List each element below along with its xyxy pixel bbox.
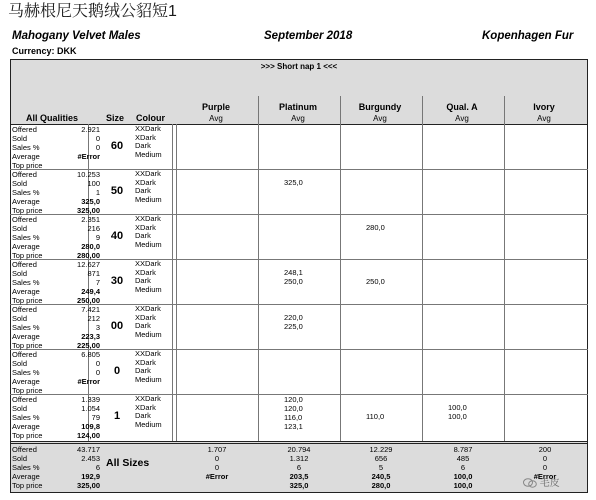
stat-line (12, 454, 100, 463)
totals-grade-value: 280,0 (371, 481, 391, 490)
colour-item: XDark (135, 177, 156, 187)
stat-label: Top price (12, 296, 43, 305)
column-divider (258, 96, 259, 124)
stat-line (12, 413, 100, 422)
stat-line (12, 143, 100, 152)
stat-value: 10.253 (77, 170, 100, 179)
totals-grade-value: 325,0 (289, 481, 309, 490)
grade-subheader: Avg (455, 114, 469, 123)
row-stats (12, 350, 100, 395)
stat-line (12, 463, 100, 472)
size-row-0 (10, 349, 588, 394)
colour-item: Medium (135, 149, 162, 159)
stat-label: Average (12, 332, 40, 341)
grade-cell (284, 313, 303, 331)
stat-label: Offered (12, 170, 37, 179)
stat-value: 212 (87, 314, 100, 323)
colour-item: Medium (135, 194, 162, 204)
row-stats (12, 260, 100, 305)
stat-line (12, 188, 100, 197)
grade-header-purple: Purple (201, 102, 230, 112)
stat-label: Sold (12, 404, 28, 413)
size-row-40 (10, 214, 588, 259)
size-value: 40 (110, 230, 124, 242)
stat-label: Sold (12, 134, 28, 143)
totals-grade-cell (269, 445, 329, 490)
stat-line (12, 305, 100, 314)
stat-label: Sold (12, 224, 28, 233)
colour-list (135, 260, 181, 300)
wechat-icon (523, 478, 537, 488)
grade-subheader: Avg (291, 114, 305, 123)
stat-label: Average (12, 287, 40, 296)
totals-grade-value: 6 (296, 463, 302, 472)
colour-item: XXDark (135, 395, 161, 403)
grade-value: 100,0 (448, 412, 467, 421)
stat-line (12, 197, 100, 206)
stat-label: Sales % (12, 413, 40, 422)
grade-value: 120,0 (284, 404, 303, 413)
stat-line (12, 260, 100, 269)
colour-item: XDark (135, 402, 156, 412)
grade-cell (284, 395, 303, 431)
stat-label: Sold (12, 454, 28, 463)
row-stats (12, 170, 100, 215)
stat-value: 325,00 (77, 481, 100, 490)
stat-value: 192,9 (81, 472, 100, 481)
size-row-1 (10, 394, 588, 439)
page-title: 马赫根尼天鹅绒公貂短1 (8, 3, 177, 20)
stat-value: 3 (95, 323, 100, 332)
colour-item: XXDark (135, 260, 161, 268)
colour-item: Medium (135, 284, 162, 294)
totals-grade-value: 100,0 (453, 472, 473, 481)
currency-label: Currency: DKK (12, 46, 77, 56)
colour-list (135, 395, 181, 435)
grade-value: 100,0 (448, 403, 467, 412)
colour-item: Dark (135, 186, 151, 195)
column-divider (422, 96, 423, 124)
stat-label: Average (12, 422, 40, 431)
totals-grade-value: 1.707 (207, 445, 227, 454)
stat-label: Top price (12, 431, 43, 440)
grade-value: 325,0 (284, 178, 303, 187)
colour-item: XXDark (135, 350, 161, 358)
stat-label: Sales % (12, 233, 40, 242)
stat-value: 280,00 (77, 251, 100, 260)
stat-value: 6.805 (81, 350, 100, 359)
totals-grade-cell (187, 445, 247, 490)
stat-value: 2.921 (81, 125, 100, 134)
stat-label: Sales % (12, 278, 40, 287)
colour-item: XDark (135, 222, 156, 232)
grade-header-burgundy: Burgundy (358, 102, 402, 112)
stat-value: 2.453 (81, 454, 100, 463)
stat-value: 325,00 (77, 206, 100, 215)
stat-label: Top price (12, 251, 43, 260)
stat-value: 1.339 (81, 395, 100, 404)
size-row-30 (10, 259, 588, 304)
stat-line (12, 233, 100, 242)
size-value: 1 (113, 410, 121, 422)
stat-value: 225,00 (77, 341, 100, 350)
grade-cell (366, 223, 385, 232)
totals-grade-value: 5 (378, 463, 384, 472)
totals-grade-value: 0 (542, 454, 548, 463)
size-value: 60 (110, 140, 124, 152)
grade-value: 280,0 (366, 223, 385, 232)
totals-grade-value: 485 (456, 454, 470, 463)
stat-value: 43.717 (77, 445, 100, 454)
stat-value: 9 (95, 233, 100, 242)
colour-item: Medium (135, 419, 162, 429)
stat-value: 0 (95, 143, 100, 152)
stat-label: Sales % (12, 143, 40, 152)
stat-value: 2.351 (81, 215, 100, 224)
stat-label: Offered (12, 260, 37, 269)
grade-value: 220,0 (284, 313, 303, 322)
stat-line (12, 350, 100, 359)
stat-label: Sold (12, 359, 28, 368)
stat-value: 1.054 (81, 404, 100, 413)
grade-subheader: Avg (373, 114, 387, 123)
totals-grade-value (187, 481, 247, 490)
stat-line (12, 242, 100, 251)
colour-list (135, 170, 181, 210)
stat-label: Sales % (12, 323, 40, 332)
stat-line (12, 332, 100, 341)
stat-label: Sales % (12, 463, 40, 472)
row-stats (12, 395, 100, 440)
totals-grade-value: 8.787 (453, 445, 473, 454)
size-value: 0 (113, 365, 121, 377)
column-divider (340, 96, 341, 124)
stat-label: Offered (12, 215, 37, 224)
stat-value: 871 (87, 269, 100, 278)
totals-grade-value: 1.312 (289, 454, 309, 463)
watermark-text: 毛皮 (539, 478, 560, 489)
stat-line (12, 287, 100, 296)
stat-line (12, 224, 100, 233)
colour-item: XDark (135, 132, 156, 142)
colour-item: XXDark (135, 215, 161, 223)
stat-value: 6 (95, 463, 100, 472)
stat-value: #Error (77, 377, 100, 386)
grade-value: 116,0 (284, 413, 303, 422)
colour-list (135, 305, 181, 345)
grade-header-qual-a: Qual. A (446, 102, 478, 112)
row-stats (12, 125, 100, 170)
stat-line (12, 134, 100, 143)
grade-header-platinum: Platinum (278, 102, 317, 112)
all-qualities-header: All Qualities (26, 113, 79, 123)
stat-line (12, 269, 100, 278)
stat-line (12, 215, 100, 224)
grade-subheader: Avg (537, 114, 551, 123)
stat-label: Sold (12, 314, 28, 323)
stat-value: 7.421 (81, 305, 100, 314)
stat-line (12, 359, 100, 368)
grade-value: 120,0 (284, 395, 303, 404)
totals-grade-cell (351, 445, 411, 490)
grade-value: 110,0 (366, 412, 385, 421)
colour-item: XDark (135, 312, 156, 322)
grade-value (366, 403, 384, 412)
auction-house: Kopenhagen Fur (482, 30, 574, 42)
stat-label: Top price (12, 341, 43, 350)
stat-label: Top price (12, 161, 43, 170)
section-title: >>> Short nap 1 <<< (260, 62, 338, 71)
stat-value: 249,4 (81, 287, 100, 296)
grade-header-ivory: Ivory (533, 102, 555, 112)
stat-line (12, 445, 100, 454)
stat-label: Sold (12, 179, 28, 188)
stat-line (12, 125, 100, 134)
colour-item: XDark (135, 267, 156, 277)
stat-label: Average (12, 472, 40, 481)
stat-value: #Error (77, 152, 100, 161)
grade-cell (366, 403, 384, 421)
totals-grade-value: 12.229 (369, 445, 393, 454)
stat-label: Sales % (12, 368, 40, 377)
stat-line (12, 323, 100, 332)
stat-line (12, 368, 100, 377)
totals-grade-value: 6 (460, 463, 466, 472)
stat-line (12, 395, 100, 404)
stat-value: 223,3 (81, 332, 100, 341)
stat-label: Offered (12, 125, 37, 134)
grade-value (366, 268, 385, 277)
colour-item: Dark (135, 366, 151, 375)
colour-header: Colour (136, 113, 165, 123)
stat-value: 325,0 (81, 197, 100, 206)
stat-line (12, 179, 100, 188)
watermark (523, 478, 560, 490)
stat-line (12, 472, 100, 481)
stat-label: Average (12, 377, 40, 386)
totals-grade-value: 100,0 (453, 481, 473, 490)
stat-label: Sold (12, 269, 28, 278)
grade-value: 225,0 (284, 322, 303, 331)
column-divider (504, 96, 505, 124)
totals-grade-value: 0 (214, 463, 220, 472)
grade-subheader: Avg (209, 114, 223, 123)
colour-list (135, 215, 181, 255)
stat-label: Average (12, 152, 40, 161)
colour-item: Dark (135, 321, 151, 330)
grade-value: 123,1 (284, 422, 303, 431)
colour-item: Medium (135, 239, 162, 249)
stat-value: 0 (95, 359, 100, 368)
size-value: 00 (110, 320, 124, 332)
grade-cell (448, 403, 467, 421)
stat-value: 124,00 (77, 431, 100, 440)
size-value: 50 (110, 185, 124, 197)
colour-item: Dark (135, 141, 151, 150)
grade-cell (284, 268, 303, 286)
totals-grade-value: 0 (214, 454, 220, 463)
stat-label: Sales % (12, 188, 40, 197)
all-sizes-label: All Sizes (106, 457, 150, 469)
totals-grade-value: 656 (374, 454, 388, 463)
colour-list (135, 125, 181, 165)
stat-line (12, 314, 100, 323)
colour-item: Medium (135, 329, 162, 339)
grade-value: 248,1 (284, 268, 303, 277)
stat-value: 0 (95, 134, 100, 143)
stat-value: 12.627 (77, 260, 100, 269)
totals-grade-value: 0 (542, 463, 548, 472)
stat-value: 0 (95, 368, 100, 377)
size-row-60 (10, 124, 588, 169)
stat-value: 216 (87, 224, 100, 233)
size-row-00 (10, 304, 588, 349)
totals-grade-value: 20.794 (287, 445, 311, 454)
stat-label: Average (12, 242, 40, 251)
size-header: Size (106, 113, 125, 123)
totals-grade-value: 200 (538, 445, 552, 454)
totals-stats (12, 445, 100, 490)
size-value: 30 (110, 275, 124, 287)
totals-grade-value: 240,5 (371, 472, 391, 481)
colour-item: XXDark (135, 125, 161, 133)
stat-value: 280,0 (81, 242, 100, 251)
stat-line (12, 481, 100, 490)
stat-line (12, 377, 100, 386)
grade-value: 250,0 (284, 277, 303, 286)
colour-item: Dark (135, 231, 151, 240)
totals-grade-value: 203,5 (289, 472, 309, 481)
totals-grade-cell (433, 445, 493, 490)
totals-grade-value: #Error (533, 472, 557, 481)
colour-list (135, 350, 181, 390)
colour-item: XXDark (135, 305, 161, 313)
stat-label: Top price (12, 206, 43, 215)
colour-item: Dark (135, 276, 151, 285)
size-row-50 (10, 169, 588, 214)
stat-value: 250,00 (77, 296, 100, 305)
report-date: September 2018 (264, 30, 353, 42)
stat-value: 7 (95, 278, 100, 287)
row-stats (12, 215, 100, 260)
stat-label: Average (12, 197, 40, 206)
stat-value: 79 (91, 413, 100, 422)
stat-label: Offered (12, 395, 37, 404)
stat-value: 100 (87, 179, 100, 188)
stat-label: Offered (12, 305, 37, 314)
row-stats (12, 305, 100, 350)
totals-row (10, 442, 588, 492)
stat-line (12, 431, 100, 440)
stat-value: 1 (95, 188, 100, 197)
colour-item: XXDark (135, 170, 161, 178)
stat-label: Top price (12, 481, 43, 490)
stat-line (12, 404, 100, 413)
grade-cell (284, 178, 303, 187)
colour-item: XDark (135, 357, 156, 367)
stat-line (12, 278, 100, 287)
stat-line (12, 422, 100, 431)
totals-grade-value: #Error (205, 472, 229, 481)
product-name: Mahogany Velvet Males (12, 30, 141, 42)
stat-label: Top price (12, 386, 43, 395)
colour-item: Medium (135, 374, 162, 384)
grade-value: 250,0 (366, 277, 385, 286)
colour-item: Dark (135, 411, 151, 420)
grade-cell (366, 268, 385, 286)
stat-label: Offered (12, 445, 37, 454)
stat-label: Offered (12, 350, 37, 359)
stat-line (12, 170, 100, 179)
stat-line (12, 152, 100, 161)
stat-value: 109,8 (81, 422, 100, 431)
